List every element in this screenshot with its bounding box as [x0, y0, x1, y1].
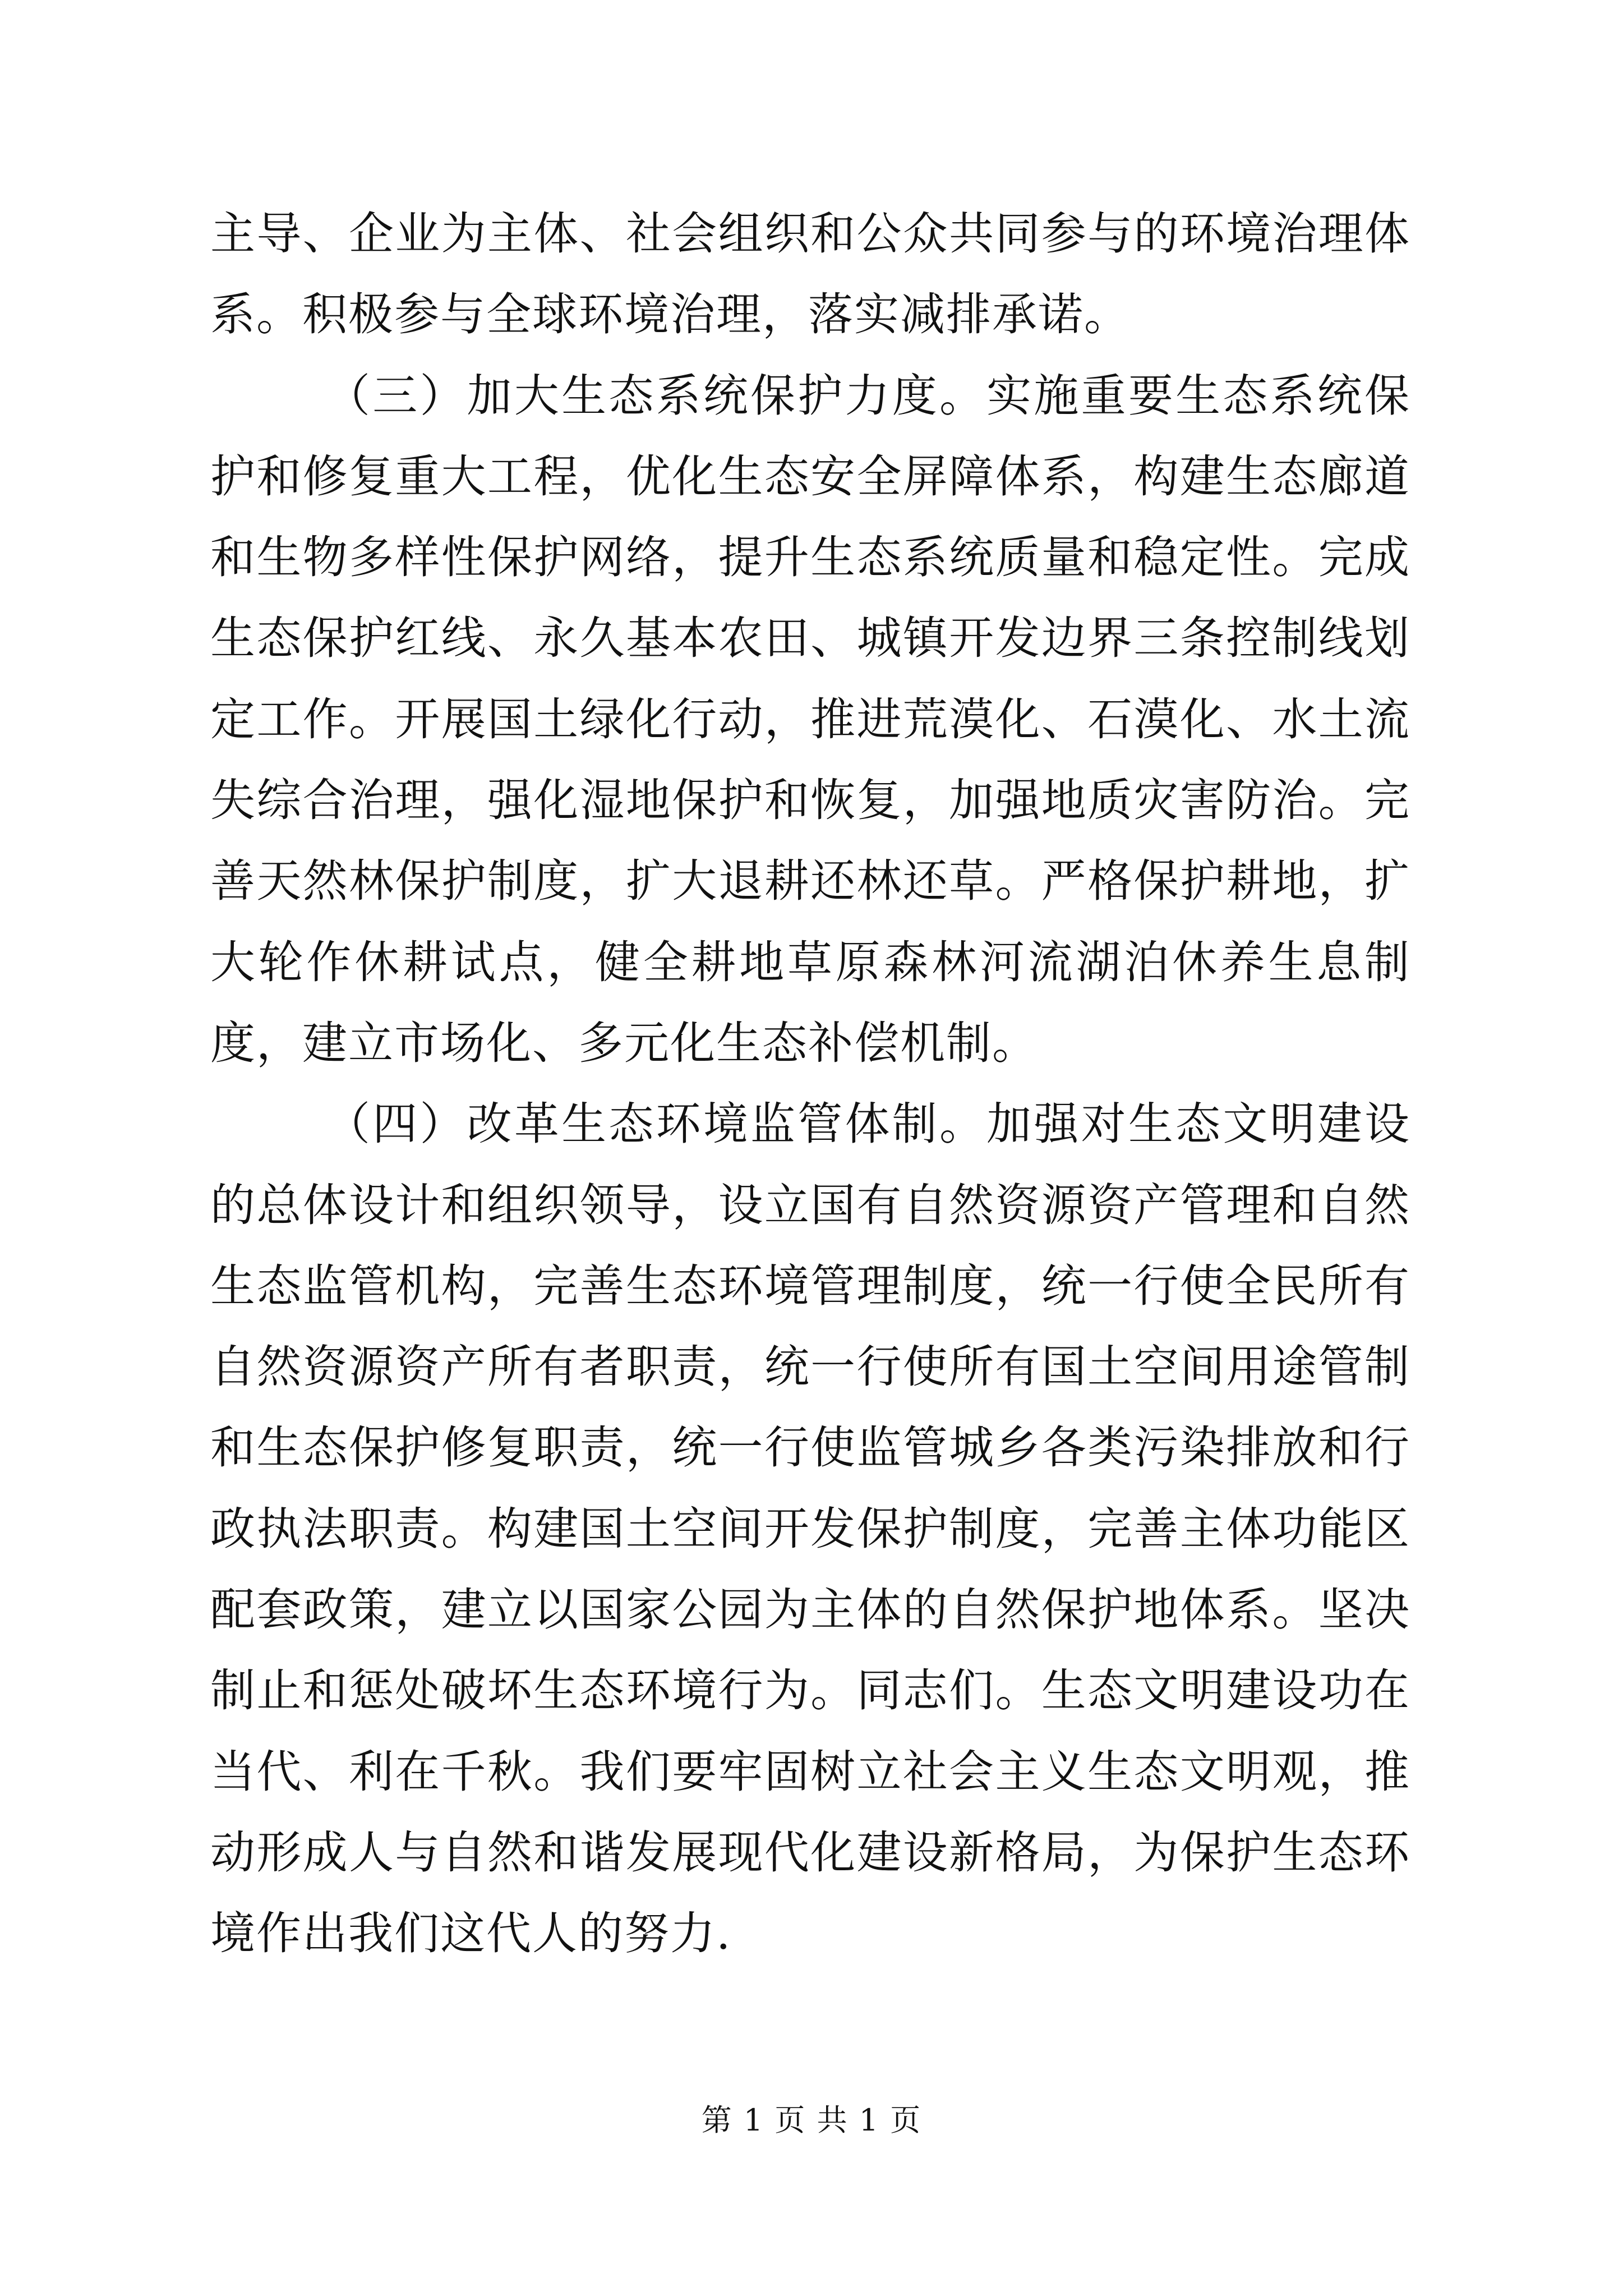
paragraph-ecosystem-protection: （三）加大生态系统保护力度。实施重要生态系统保护和修复重大工程，优化生态安全屏障体系，构建生态廊道和生物多样性保护网络，提升生态系统质量和稳定性。完成生态保护红线、永久基本农田、城镇开发边界三条控制线划定工作。开展国土绿化行动，推进荒漠化、石漠化、水土流失综合治理，强化湿地保护和恢复，加强地质灾害防治。完善天然林保护制度，扩大退耕还林还草。严格保护耕地，扩大轮作休耕试点，健全耕地草原森林河流湖泊休养生息制度，建立市场化、多元化生态补偿机制。	[210, 369, 1410, 1069]
document-body	[210, 194, 1410, 1975]
paragraph-regulatory-reform: （四）改革生态环境监管体制。加强对生态文明建设的总体设计和组织领导，设立国有自然资源资产管理和自然生态监管机构，完善生态环境管理制度，统一行使全民所有自然资源资产所有者职责，统一行使所有国土空间用途管制和生态保护修复职责，统一行使监管城乡各类污染排放和行政执法职责。构建国土空间开发保护制度，完善主体功能区配套政策，建立以国家公园为主体的自然保护地体系。坚决制止和惩处破坏生态环境行为。同志们。生态文明建设功在当代、利在千秋。我们要牢固树立社会主义生态文明观，推动形成人与自然和谐发展现代化建设新格局，为保护生态环境作出我们这代人的努力.	[210, 1098, 1410, 1960]
paragraph-continuation: 主导、企业为主体、社会组织和公众共同参与的环境治理体系。积极参与全球环境治理，落实减排承诺。	[210, 208, 1410, 341]
page-number-footer: 第 1 页 共 1 页	[701, 2102, 922, 2138]
